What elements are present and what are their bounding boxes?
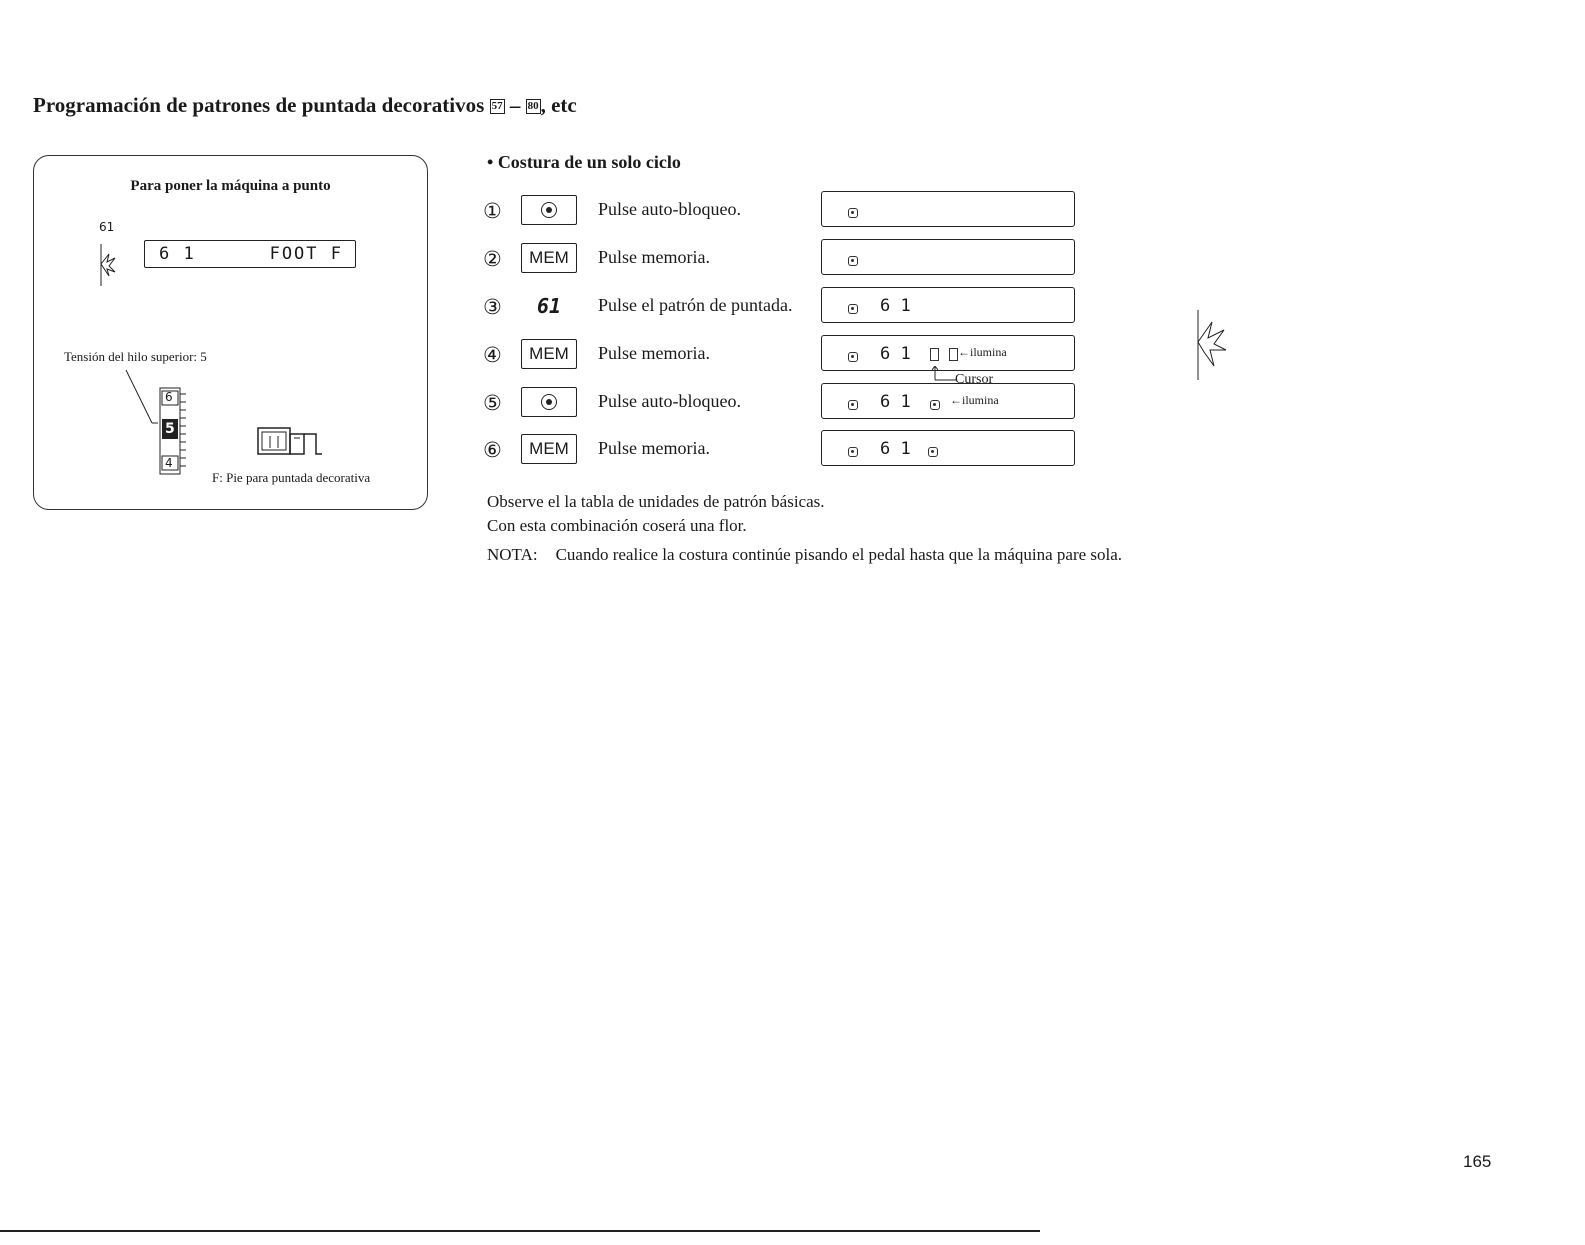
step-description: Pulse memoria. — [598, 247, 710, 267]
memory-button: MEM — [521, 339, 577, 369]
pattern-box-end: 80 — [527, 100, 539, 112]
memory-button: MEM — [521, 243, 577, 273]
pattern-box-start: 57 — [491, 100, 503, 112]
step-description: Pulse auto-bloqueo. — [598, 199, 741, 219]
auto-lock-icon — [930, 400, 940, 410]
auto-lock-icon — [541, 202, 557, 218]
bottom-rule — [0, 1230, 1040, 1232]
step-description: Pulse auto-bloqueo. — [598, 391, 741, 411]
lcd-digits: 6 1 — [880, 344, 911, 364]
note-line: Observe el la tabla de unidades de patrón básicas. — [487, 492, 825, 511]
nota-line — [487, 545, 1122, 565]
auto-lock-icon — [848, 400, 858, 410]
tension-value-high: 6 — [165, 390, 173, 404]
lcd-display — [821, 383, 1075, 419]
flower-stitch-icon — [97, 244, 119, 286]
tension-value-current: 5 — [165, 421, 175, 437]
setup-pattern-number: 61 — [99, 220, 115, 234]
auto-lock-icon — [848, 352, 858, 362]
page-number: 165 — [1463, 1152, 1492, 1171]
nota-text: Cuando realice la costura continúe pisando el pedal hasta que la máquina pare sola. — [555, 545, 1123, 564]
illuminates-note: ←ilumina — [950, 393, 999, 407]
setup-panel — [33, 155, 428, 510]
lcd-display — [821, 287, 1075, 323]
lcd-digits: 6 1 — [880, 439, 911, 459]
memory-button: MEM — [521, 434, 577, 464]
lcd-display — [821, 191, 1075, 227]
step-description: Pulse memoria. — [598, 438, 710, 458]
lcd-display — [821, 239, 1075, 275]
step-number: ⑥ — [483, 438, 502, 462]
tension-value-low: 4 — [165, 456, 173, 470]
tension-label: Tensión del hilo superior: 5 — [64, 349, 207, 364]
auto-lock-icon — [848, 208, 858, 218]
nota-label: NOTA: — [487, 545, 538, 564]
tension-dial — [158, 386, 190, 476]
lcd-digits: 6 1 — [880, 296, 911, 316]
lcd-cursor-boxes — [930, 346, 958, 366]
lcd-display — [821, 430, 1075, 466]
flower-stitch-icon — [1190, 310, 1234, 380]
auto-lock-icon — [848, 447, 858, 457]
note-line: Con esta combinación coserá una flor. — [487, 516, 747, 535]
auto-lock-icon — [848, 304, 858, 314]
setup-lcd-display: 6 1 FOOT F — [144, 240, 356, 268]
pattern-61-key: 61 — [536, 294, 562, 318]
lcd-digits: 6 1 — [880, 392, 911, 412]
cursor-label: Cursor — [955, 372, 994, 387]
auto-lock-icon — [928, 447, 938, 457]
auto-lock-button — [521, 387, 577, 417]
step-number: ⑤ — [483, 391, 502, 415]
step-description: Pulse el patrón de puntada. — [598, 295, 793, 315]
step-number: ③ — [483, 295, 502, 319]
page-title: Programación de patrones de puntada decorativos 57 – 80, etc — [33, 93, 577, 117]
step-description: Pulse memoria. — [598, 343, 710, 363]
step-number: ② — [483, 247, 502, 271]
foot-label: F: Pie para puntada decorativa — [212, 470, 371, 485]
presser-foot-icon — [256, 424, 324, 458]
step-number: ④ — [483, 343, 502, 367]
step-number: ① — [483, 199, 502, 223]
auto-lock-icon — [848, 256, 858, 266]
illuminates-note: ←ilumina — [958, 345, 1007, 359]
auto-lock-button — [521, 195, 577, 225]
section-heading: • Costura de un solo ciclo — [487, 152, 681, 172]
setup-title: Para poner la máquina a punto — [130, 178, 331, 194]
auto-lock-icon — [541, 394, 557, 410]
